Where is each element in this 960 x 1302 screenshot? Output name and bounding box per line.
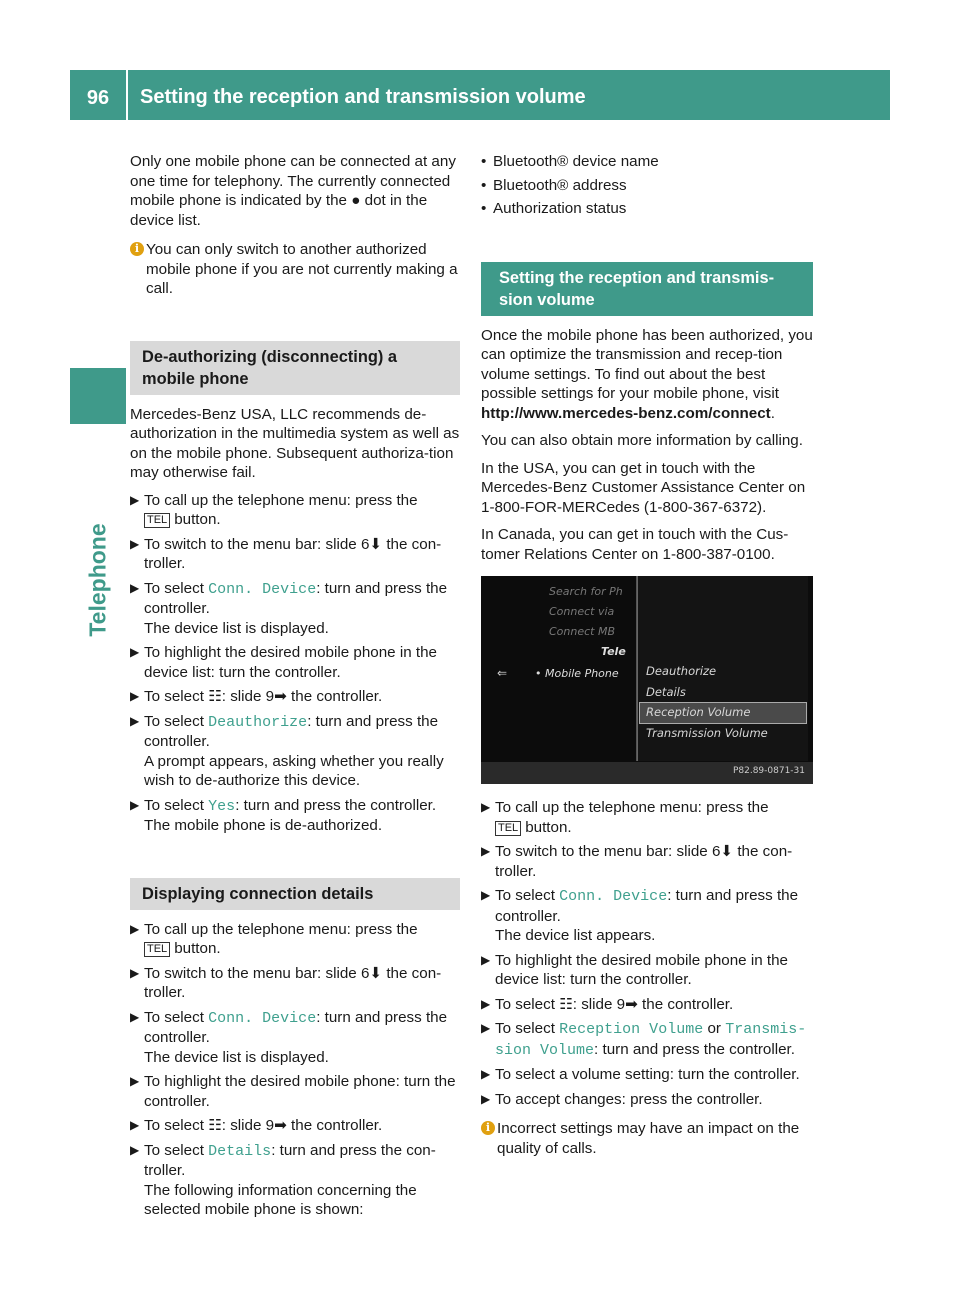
step: ▶ To accept changes: press the controller. [481,1090,763,1108]
menu-option: Deauthorize [208,713,308,731]
step: ▶ To highlight the desired mobile phone in the device list: turn the controller. [130,644,437,681]
step: ▶ To select Details: turn and press the con-troller. The following information concerning the selected mobile phone is shown: [130,1141,436,1218]
step: ▶ To highlight the desired mobile phone in the device list: turn the controller. [481,951,788,988]
step: ▶ To select Conn. Device: turn and press the controller. The device list appears. [481,887,799,944]
website-link[interactable]: http://www.mercedes-benz.com/connect [481,404,771,422]
screen-menu-item: Connect via [549,605,615,618]
screen-menu-item: Connect MB [549,625,616,638]
bullet-icon: • [481,176,487,194]
info-note: i You can only switch to another authorized mobile phone if you are not currently making a call. [130,240,460,299]
volume-paragraph: Once the mobile phone has been authorized, you can optimize the transmission and recep-tion volume settings. To find out about the best possible settings for your mobile phone, visit http://www.mercedes-benz.com/connect. [481,326,813,422]
screen-submenu-item: Deauthorize [646,664,717,678]
tel-key-icon: TEL [144,513,170,528]
step: ▶ To select Deauthorize: turn and press the controller. A prompt appears, asking whether you really wish to de-authorize this device. [130,712,444,789]
step: ▶ To select ☷: slide 9➡ the controller. [130,688,383,705]
step-arrow-icon: ▶ [481,952,491,967]
bullet-icon: • [481,153,487,170]
step-arrow-icon: ▶ [481,800,491,814]
step-arrow-icon: ▶ [481,844,491,858]
figure-code: P82.89-0871-31 [732,765,805,776]
step: ▶ To select ☷: slide 9➡ the controller. [130,1117,383,1134]
screen-menu-item: • Mobile Phone [535,667,619,680]
info-note: i Incorrect settings may have an impact on the quality of calls. [481,1119,813,1158]
list-item: • Authorization status [481,200,627,217]
right-column [481,152,813,1168]
step: ▶ To select Conn. Device: turn and press the controller. The device list is displayed. [130,579,448,637]
chapter-tab-marker [70,368,126,424]
info-icon: i [481,1121,495,1135]
screen-menu-item: Search for Ph [549,585,623,598]
usa-contact-paragraph: In the USA, you can get in touch with the Mercedes-Benz Customer Assistance Center on 1-800-FOR-MERCedes (1-800-367-6372). [481,459,806,516]
page-number: 96 [70,70,128,120]
step: ▶ To call up the telephone menu: press the TEL button. [481,799,769,836]
page-title: Setting the reception and transmission volume [140,86,586,109]
left-column [130,152,460,1225]
step-arrow-icon: ▶ [130,797,140,812]
step-arrow-icon: ▶ [130,1142,140,1157]
screen-submenu-item: Details [646,685,686,699]
dot-icon: ● [351,192,361,209]
menu-option: Details [208,1142,272,1160]
step-arrow-icon: ▶ [481,996,491,1011]
step-arrow-icon: ▶ [130,536,140,551]
tel-key-icon: TEL [144,942,170,957]
step: ▶ To select Conn. Device: turn and press the controller. The device list is displayed. [130,1008,448,1066]
list-item: • Bluetooth® address [481,176,627,194]
step: ▶ To switch to the menu bar: slide 6⬇ the con-troller. [130,964,442,1001]
step-arrow-icon: ▶ [130,492,140,507]
step: ▶ To select ☷: slide 9➡ the controller. [481,995,734,1013]
step-arrow-icon: ▶ [481,1067,491,1081]
step-arrow-icon: ▶ [130,921,140,936]
step-arrow-icon: ▶ [481,888,491,902]
menu-option: Transmis-sion Volume [495,1021,807,1059]
screen-left-menu [521,576,637,761]
step: ▶ To highlight the desired mobile phone: turn the controller. [130,1073,456,1110]
canada-contact-paragraph: In Canada, you can get in touch with the Cus-tomer Relations Center on 1-800-387-0100. [481,526,789,563]
display-screenshot [481,576,813,784]
step-arrow-icon: ▶ [130,689,140,703]
step-arrow-icon: ▶ [130,713,140,728]
chapter-label: Telephone [84,523,111,637]
screen-submenu-item: Transmission Volume [646,726,768,740]
menu-option: Conn. Device [208,580,317,598]
step: ▶ To call up the telephone menu: press the TEL button. [130,920,418,957]
section-heading-details: Displaying connection details [130,878,460,910]
bullet-icon: • [481,200,487,217]
info-icon: i [130,242,144,256]
step-arrow-icon: ▶ [481,1021,491,1035]
step-arrow-icon: ▶ [130,965,140,980]
section-heading-deauthorize: De-authorizing (disconnecting) a mobile phone [130,341,460,395]
step-arrow-icon: ▶ [130,1009,140,1024]
tel-key-icon: TEL [495,821,521,836]
screen-submenu [637,576,808,761]
step: ▶ To select a volume setting: turn the controller. [481,1066,800,1083]
menu-option: Conn. Device [208,1009,317,1027]
step-arrow-icon: ▶ [130,645,140,659]
step-arrow-icon: ▶ [130,580,140,595]
section-heading-volume: Setting the reception and transmis-sion volume [481,262,813,316]
intro-paragraph: Only one mobile phone can be connected at any one time for telephony. The currently connected mobile phone is indicated by the ● dot in the device list. [130,153,456,229]
step: ▶ To select Yes: turn and press the controller. The mobile phone is de-authorized. [130,796,437,834]
menu-option: Conn. Device [559,888,668,905]
header-bar [70,70,890,120]
step-arrow-icon: ▶ [130,1074,140,1088]
deauth-paragraph: Mercedes-Benz USA, LLC recommends de-authorization in the multimedia system as well as on the mobile phone. Subsequent authoriza-tion may otherwise fail. [130,405,460,481]
back-arrow-icon: ⇐ [497,666,508,680]
step-arrow-icon: ▶ [130,1118,140,1132]
screen-submenu-item-selected: Reception Volume [640,703,806,723]
step: ▶ To switch to the menu bar: slide 6⬇ the con-troller. [130,535,442,572]
menu-option: Reception Volume [559,1021,704,1038]
list-item: • Bluetooth® device name [481,153,659,170]
step-arrow-icon: ▶ [481,1091,491,1106]
step: ▶ To call up the telephone menu: press the TEL button. [130,491,418,528]
step: ▶ To switch to the menu bar: slide 6⬇ the con-troller. [481,843,793,880]
contact-paragraph: You can also obtain more information by calling. [481,432,803,449]
step: ▶ To select Reception Volume or Transmis-sion Volume: turn and press the controller. [481,1020,807,1059]
menu-option: Yes [208,797,236,815]
screen-menu-item: Tele [601,645,626,658]
